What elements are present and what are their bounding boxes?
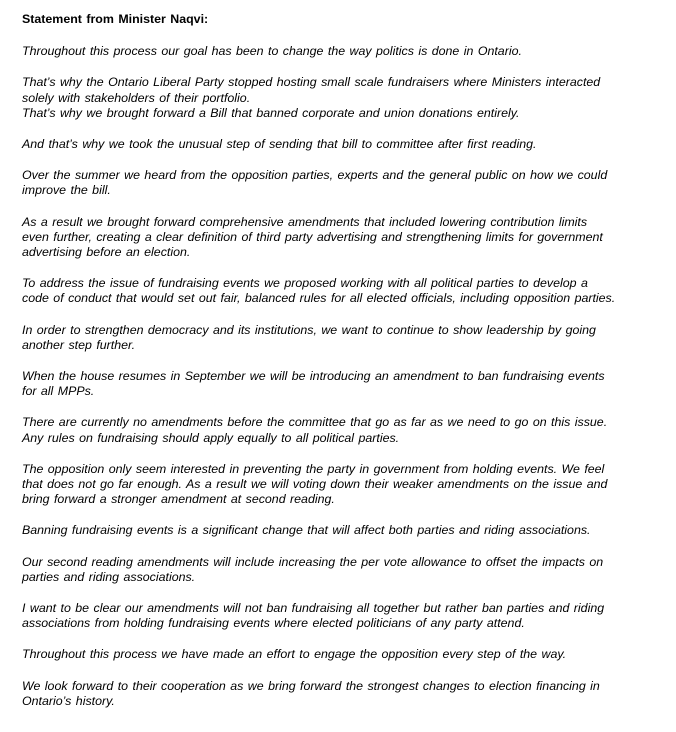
- statement-document: [22, 12, 662, 725]
- paragraph-6: [22, 276, 662, 306]
- paragraph-line: for all MPPs.: [22, 384, 95, 399]
- paragraph-line: In order to strengthen democracy and its institutions, we want to continue to show leadership by going: [22, 322, 596, 337]
- paragraph-1: [22, 44, 662, 59]
- paragraph-10: [22, 462, 662, 508]
- paragraph-line: improve the bill.: [22, 183, 111, 198]
- paragraph-line: I want to be clear our amendments will not ban fundraising all together but rather ban parties and riding: [22, 601, 605, 616]
- paragraph-7: [22, 323, 662, 353]
- paragraph-line: code of conduct that would set out fair, balanced rules for all elected officials, including opposition parties.: [22, 291, 616, 306]
- paragraph-3: [22, 137, 662, 152]
- paragraph-line: The opposition only seem interested in preventing the party in government from holding events. We feel: [22, 461, 605, 476]
- statement-title: Statement from Minister Naqvi:: [22, 12, 209, 26]
- paragraph-15: [22, 679, 662, 709]
- paragraph-line: even further, creating a clear definition of third party advertising and strengthening limits for government: [22, 229, 603, 244]
- paragraph-4: [22, 168, 662, 198]
- paragraph-line: As a result we brought forward comprehensive amendments that included lowering contribution limits: [22, 214, 588, 229]
- paragraph-line: bring forward a stronger amendment at second reading.: [22, 492, 335, 507]
- paragraph-line: That’s why the Ontario Liberal Party stopped hosting small scale fundraisers where Ministers interacted: [22, 75, 601, 90]
- paragraph-line: another step further.: [22, 337, 136, 352]
- paragraph-line: We look forward to their cooperation as we bring forward the strongest changes to election financing in: [22, 678, 600, 693]
- paragraph-line: Banning fundraising events is a significant change that will affect both parties and riding associations.: [22, 523, 591, 538]
- paragraph-14: [22, 647, 662, 662]
- paragraph-line: There are currently no amendments before the committee that go as far as we need to go on this issue.: [22, 415, 608, 430]
- paragraph-line: Throughout this process our goal has been to change the way politics is done in Ontario.: [22, 44, 522, 59]
- paragraph-9: [22, 415, 662, 445]
- paragraph-line: associations from holding fundraising events where elected politicians of any party attend.: [22, 616, 525, 631]
- paragraph-2: [22, 75, 662, 121]
- paragraph-13: [22, 601, 662, 631]
- paragraph-line: Our second reading amendments will include increasing the per vote allowance to offset the impacts on: [22, 554, 604, 569]
- paragraph-line: Ontario’s history.: [22, 693, 115, 708]
- paragraph-12: [22, 555, 662, 585]
- paragraph-line: advertising before an election.: [22, 245, 191, 260]
- paragraph-line: parties and riding associations.: [22, 569, 196, 584]
- paragraph-11: [22, 523, 662, 538]
- paragraph-line: That’s why we brought forward a Bill that banned corporate and union donations entirely.: [22, 105, 520, 120]
- paragraph-line: Over the summer we heard from the opposition parties, experts and the general public on how we could: [22, 168, 608, 183]
- paragraph-line: When the house resumes in September we will be introducing an amendment to ban fundraising events: [22, 369, 605, 384]
- paragraph-line: Throughout this process we have made an effort to engage the opposition every step of the way.: [22, 647, 567, 662]
- paragraph-line: that does not go far enough. As a result we will voting down their weaker amendments on the issue and: [22, 477, 608, 492]
- paragraph-line: To address the issue of fundraising events we proposed working with all political parties to develop a: [22, 276, 588, 291]
- paragraph-line: Any rules on fundraising should apply equally to all political parties.: [22, 430, 400, 445]
- paragraph-line: And that’s why we took the unusual step of sending that bill to committee after first reading.: [22, 137, 537, 152]
- paragraph-5: [22, 215, 662, 261]
- paragraph-line: solely with stakeholders of their portfolio.: [22, 90, 251, 105]
- paragraph-8: [22, 369, 662, 399]
